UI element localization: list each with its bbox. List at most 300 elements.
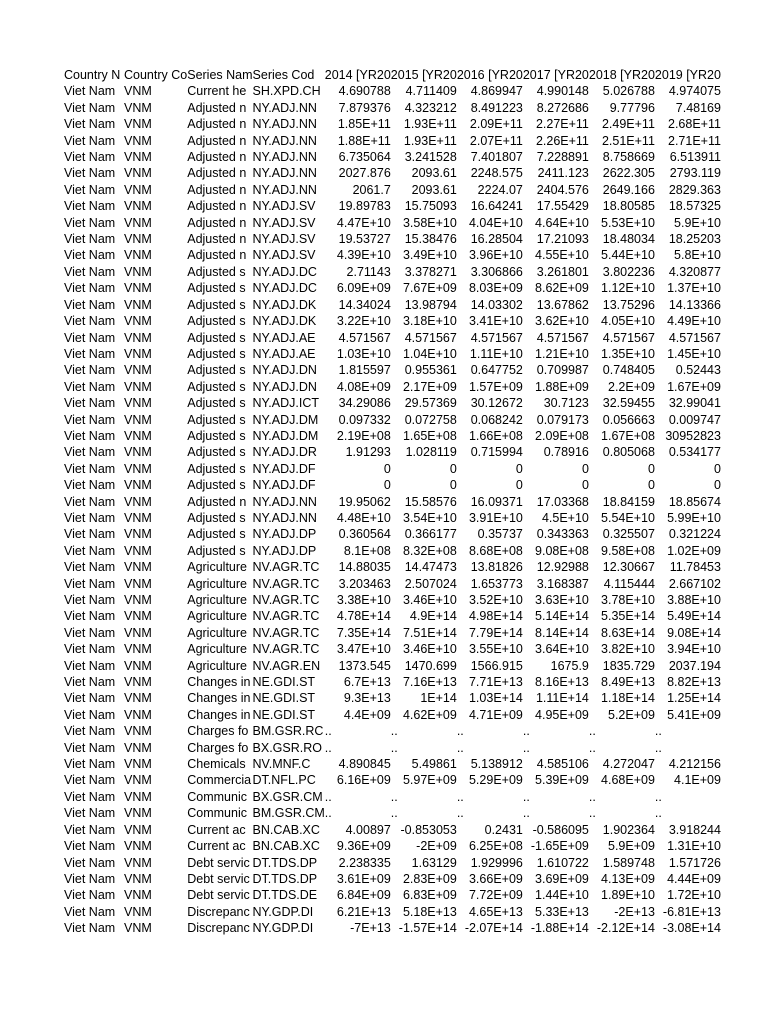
table-cell[interactable]: 3.63E+10 bbox=[535, 593, 589, 607]
table-cell[interactable]: 30.12672 bbox=[470, 396, 523, 411]
table-cell[interactable]: NV.AGR.TC bbox=[252, 609, 320, 624]
table-cell[interactable]: 19.95062 bbox=[338, 494, 391, 509]
table-cell[interactable]: 2.2E+09 bbox=[608, 379, 655, 394]
table-cell[interactable]: VNM bbox=[124, 839, 152, 854]
table-cell[interactable]: 4.272047 bbox=[602, 757, 655, 772]
table-cell[interactable]: 5.14E+14 bbox=[535, 609, 589, 624]
table-cell[interactable]: Adjusted n bbox=[187, 133, 247, 148]
table-cell[interactable]: VNM bbox=[124, 904, 152, 919]
table-cell[interactable]: 0 bbox=[647, 478, 655, 493]
table-cell[interactable]: 4.115444 bbox=[603, 576, 655, 591]
table-cell[interactable]: VNM bbox=[124, 773, 152, 788]
table-cell[interactable]: 3.261801 bbox=[536, 264, 589, 279]
table-cell[interactable]: 4.9E+14 bbox=[409, 609, 457, 624]
table-cell[interactable]: Viet Nam bbox=[64, 117, 116, 132]
table-cell[interactable]: NY.ADJ.AE bbox=[252, 330, 316, 345]
table-cell[interactable]: Adjusted n bbox=[187, 199, 247, 214]
table-cell[interactable]: 3.168387 bbox=[536, 576, 589, 591]
table-cell[interactable]: -2E+09 bbox=[416, 839, 457, 854]
table-cell[interactable]: 1.57E+09 bbox=[468, 379, 523, 394]
table-cell[interactable]: 1.653773 bbox=[470, 576, 523, 591]
table-cell[interactable]: 14.88035 bbox=[338, 560, 391, 575]
column-header[interactable]: Series Cod bbox=[252, 68, 315, 82]
table-cell[interactable]: 3.52E+10 bbox=[468, 593, 523, 607]
table-cell[interactable]: Current ac bbox=[187, 822, 246, 837]
table-cell[interactable]: Adjusted s bbox=[187, 461, 246, 476]
table-cell[interactable]: 2404.576 bbox=[536, 182, 589, 197]
table-cell[interactable]: VNM bbox=[124, 412, 152, 427]
table-cell[interactable]: 4.585106 bbox=[536, 757, 589, 772]
table-cell[interactable]: Viet Nam bbox=[64, 593, 116, 607]
table-cell[interactable]: 18.80585 bbox=[602, 199, 655, 214]
table-cell[interactable]: 7.228891 bbox=[536, 150, 589, 165]
table-cell[interactable]: 8.32E+08 bbox=[402, 543, 457, 558]
table-cell[interactable]: 2.68E+11 bbox=[668, 117, 721, 132]
column-header[interactable]: Series Nam bbox=[187, 68, 253, 82]
table-cell[interactable]: 2622.305 bbox=[602, 166, 655, 181]
table-cell[interactable]: BX.GSR.CM bbox=[252, 789, 323, 804]
table-cell[interactable]: Viet Nam bbox=[64, 806, 116, 821]
table-cell[interactable]: 1.67E+09 bbox=[667, 379, 721, 394]
table-cell[interactable]: NY.ADJ.AE bbox=[252, 346, 316, 361]
table-cell[interactable]: 1.571726 bbox=[668, 855, 721, 870]
table-cell[interactable]: VNM bbox=[124, 428, 152, 443]
table-cell[interactable]: 4.690788 bbox=[338, 84, 391, 99]
table-cell[interactable]: -3.08E+14 bbox=[662, 921, 721, 936]
table-cell[interactable]: VNM bbox=[124, 921, 152, 936]
table-cell[interactable]: 3.46E+10 bbox=[402, 593, 457, 607]
table-cell[interactable]: 4.47E+10 bbox=[336, 215, 391, 230]
table-cell[interactable]: Viet Nam bbox=[64, 297, 116, 312]
table-cell[interactable]: 1.85E+11 bbox=[337, 117, 391, 132]
table-cell[interactable]: Agriculture bbox=[187, 609, 247, 624]
table-cell[interactable]: 15.75093 bbox=[404, 199, 457, 214]
table-cell[interactable]: Viet Nam bbox=[64, 609, 116, 624]
table-cell[interactable]: Charges fo bbox=[187, 724, 249, 739]
table-cell[interactable]: 3.54E+10 bbox=[402, 510, 457, 525]
table-cell[interactable]: 0 bbox=[647, 461, 655, 476]
table-cell[interactable]: Adjusted n bbox=[187, 215, 247, 230]
table-cell[interactable]: 4.323212 bbox=[404, 100, 457, 115]
table-cell[interactable]: 6.25E+08 bbox=[468, 839, 523, 854]
table-cell[interactable]: 1.67E+08 bbox=[601, 428, 655, 443]
table-cell[interactable]: 5.2E+09 bbox=[608, 707, 655, 722]
table-cell[interactable]: 5.8E+10 bbox=[674, 248, 721, 263]
table-cell[interactable]: 4.212156 bbox=[668, 757, 721, 772]
table-cell[interactable]: VNM bbox=[124, 888, 152, 903]
table-cell[interactable]: NY.GDP.DI bbox=[252, 904, 314, 919]
table-cell[interactable]: 1E+14 bbox=[420, 691, 457, 706]
table-cell[interactable]: 4.64E+10 bbox=[535, 215, 589, 230]
table-cell[interactable]: 1.12E+10 bbox=[601, 281, 655, 296]
table-cell[interactable]: Viet Nam bbox=[64, 625, 116, 640]
table-cell[interactable]: 4.869947 bbox=[470, 84, 523, 99]
table-cell[interactable]: 12.92988 bbox=[536, 560, 589, 575]
table-cell[interactable]: Viet Nam bbox=[64, 248, 116, 263]
table-cell[interactable]: Adjusted n bbox=[187, 150, 247, 165]
table-cell[interactable]: 2829.363 bbox=[668, 182, 721, 197]
table-cell[interactable]: 0 bbox=[581, 478, 589, 493]
column-header[interactable]: 2018 [YR20 bbox=[588, 68, 655, 82]
table-cell[interactable]: 1.88E+11 bbox=[337, 133, 391, 148]
table-cell[interactable]: 19.89783 bbox=[338, 199, 391, 214]
table-cell[interactable]: 34.29086 bbox=[338, 396, 391, 411]
table-cell[interactable]: 7.51E+14 bbox=[402, 625, 457, 640]
table-cell[interactable]: .. bbox=[522, 789, 530, 804]
table-cell[interactable]: 2793.119 bbox=[669, 166, 721, 181]
table-cell[interactable]: 6.83E+09 bbox=[402, 888, 457, 903]
table-cell[interactable]: Viet Nam bbox=[64, 757, 116, 772]
table-cell[interactable]: 0 bbox=[383, 461, 391, 476]
table-cell[interactable]: Adjusted s bbox=[187, 363, 246, 378]
table-cell[interactable]: 5.53E+10 bbox=[601, 215, 655, 230]
table-cell[interactable]: 29.57369 bbox=[404, 396, 457, 411]
table-cell[interactable]: VNM bbox=[124, 724, 152, 739]
table-cell[interactable]: Adjusted s bbox=[187, 445, 246, 460]
table-cell[interactable]: 18.48034 bbox=[602, 232, 655, 247]
table-cell[interactable]: 2093.61 bbox=[411, 166, 457, 181]
table-cell[interactable]: 2061.7 bbox=[352, 182, 391, 197]
table-cell[interactable]: 1.929996 bbox=[470, 855, 523, 870]
table-cell[interactable]: .. bbox=[456, 740, 464, 755]
table-cell[interactable]: 2649.166 bbox=[602, 182, 655, 197]
table-cell[interactable]: .. bbox=[390, 724, 398, 739]
table-cell[interactable]: VNM bbox=[124, 363, 152, 378]
table-cell[interactable]: Discrepanc bbox=[187, 921, 250, 936]
table-cell[interactable]: 17.03368 bbox=[536, 494, 589, 509]
table-cell[interactable]: Viet Nam bbox=[64, 150, 116, 165]
table-cell[interactable]: 4.571567 bbox=[668, 330, 721, 345]
table-cell[interactable]: 7.879376 bbox=[338, 100, 391, 115]
table-cell[interactable]: Viet Nam bbox=[64, 314, 116, 329]
table-cell[interactable]: VNM bbox=[124, 510, 152, 525]
table-cell[interactable]: NV.AGR.TC bbox=[252, 642, 320, 657]
table-cell[interactable]: NY.ADJ.DF bbox=[252, 461, 316, 476]
table-cell[interactable]: Discrepanc bbox=[187, 904, 250, 919]
table-cell[interactable]: 5.33E+13 bbox=[535, 904, 589, 919]
table-cell[interactable]: Agriculture bbox=[187, 576, 247, 591]
table-cell[interactable]: Viet Nam bbox=[64, 281, 116, 296]
table-cell[interactable]: Viet Nam bbox=[64, 461, 116, 476]
table-cell[interactable]: 5.138912 bbox=[470, 757, 523, 772]
table-cell[interactable]: NY.ADJ.DK bbox=[252, 314, 317, 329]
table-cell[interactable]: 6.09E+09 bbox=[336, 281, 391, 296]
table-cell[interactable]: 1.03E+10 bbox=[336, 346, 391, 361]
table-cell[interactable]: Viet Nam bbox=[64, 658, 116, 673]
table-cell[interactable]: Adjusted n bbox=[187, 494, 247, 509]
table-cell[interactable]: 3.58E+10 bbox=[402, 215, 457, 230]
table-cell[interactable]: VNM bbox=[124, 658, 152, 673]
table-cell[interactable]: 1.31E+10 bbox=[667, 839, 721, 854]
table-cell[interactable]: VNM bbox=[124, 150, 152, 165]
table-cell[interactable]: 4.00897 bbox=[345, 822, 391, 837]
table-cell[interactable]: 8.491223 bbox=[470, 100, 523, 115]
table-cell[interactable]: 4.65E+13 bbox=[468, 904, 523, 919]
table-cell[interactable]: Adjusted n bbox=[187, 248, 247, 263]
table-cell[interactable]: 2.71143 bbox=[346, 264, 391, 279]
table-cell[interactable]: NV.AGR.TC bbox=[252, 593, 320, 607]
table-cell[interactable]: 4.44E+09 bbox=[667, 871, 721, 886]
table-cell[interactable]: .. bbox=[654, 724, 662, 739]
table-cell[interactable]: 4.39E+10 bbox=[336, 248, 391, 263]
table-cell[interactable]: VNM bbox=[124, 576, 152, 591]
table-cell[interactable]: 5.49E+14 bbox=[667, 609, 721, 624]
table-cell[interactable]: .. bbox=[654, 740, 662, 755]
table-cell[interactable]: .. bbox=[456, 789, 464, 804]
table-cell[interactable]: Adjusted n bbox=[187, 166, 247, 181]
table-cell[interactable]: -2.12E+14 bbox=[596, 921, 655, 936]
table-cell[interactable]: 0.709987 bbox=[536, 363, 589, 378]
table-cell[interactable]: 6.7E+13 bbox=[343, 675, 391, 690]
table-cell[interactable]: 0.068242 bbox=[470, 412, 523, 427]
table-cell[interactable]: Viet Nam bbox=[64, 839, 116, 854]
table-cell[interactable]: Viet Nam bbox=[64, 691, 116, 706]
table-cell[interactable]: 1.11E+14 bbox=[535, 691, 589, 706]
table-cell[interactable]: 8.62E+09 bbox=[535, 281, 589, 296]
table-cell[interactable]: 0 bbox=[383, 478, 391, 493]
table-cell[interactable]: 4.71E+09 bbox=[468, 707, 523, 722]
table-cell[interactable]: -1.65E+09 bbox=[530, 839, 589, 854]
table-cell[interactable]: NV.AGR.EN bbox=[252, 658, 321, 673]
table-cell[interactable]: VNM bbox=[124, 396, 152, 411]
table-cell[interactable]: 1.04E+10 bbox=[402, 346, 457, 361]
table-cell[interactable]: VNM bbox=[124, 757, 152, 772]
table-cell[interactable]: .. bbox=[522, 724, 530, 739]
table-cell[interactable]: 0.715994 bbox=[470, 445, 523, 460]
table-cell[interactable]: 3.18E+10 bbox=[402, 314, 457, 329]
table-cell[interactable]: Communic bbox=[187, 806, 247, 821]
table-cell[interactable]: 1.815597 bbox=[338, 363, 391, 378]
table-cell[interactable]: 5.35E+14 bbox=[601, 609, 655, 624]
column-header[interactable]: 2015 [YR20 bbox=[390, 68, 457, 82]
table-cell[interactable]: 1.18E+14 bbox=[601, 691, 655, 706]
column-header[interactable]: 2014 [YR20 bbox=[324, 68, 391, 82]
table-cell[interactable]: 32.99041 bbox=[668, 396, 721, 411]
table-cell[interactable]: NY.ADJ.SV bbox=[252, 199, 316, 214]
table-cell[interactable]: 1.93E+11 bbox=[403, 117, 457, 132]
table-cell[interactable]: 3.47E+10 bbox=[336, 642, 391, 657]
table-cell[interactable]: 1.03E+14 bbox=[468, 691, 523, 706]
table-cell[interactable]: 4.13E+09 bbox=[601, 871, 655, 886]
table-cell[interactable]: 4.98E+14 bbox=[468, 609, 523, 624]
table-cell[interactable]: .. bbox=[324, 806, 332, 821]
table-cell[interactable]: 13.67862 bbox=[536, 297, 589, 312]
table-cell[interactable]: NY.ADJ.DM bbox=[252, 412, 319, 427]
table-cell[interactable]: 3.306866 bbox=[470, 264, 523, 279]
table-cell[interactable]: DT.TDS.DE bbox=[252, 888, 318, 903]
table-cell[interactable]: 4.571567 bbox=[404, 330, 457, 345]
table-cell[interactable]: NY.ADJ.DP bbox=[252, 527, 317, 542]
table-cell[interactable]: 8.03E+09 bbox=[468, 281, 523, 296]
table-cell[interactable]: Viet Nam bbox=[64, 363, 116, 378]
table-cell[interactable]: 0 bbox=[449, 461, 457, 476]
table-cell[interactable]: Viet Nam bbox=[64, 330, 116, 345]
table-cell[interactable]: 2.49E+11 bbox=[601, 117, 655, 132]
table-cell[interactable]: Charges fo bbox=[187, 740, 249, 755]
table-cell[interactable]: 2.26E+11 bbox=[535, 133, 589, 148]
table-cell[interactable]: 6.513911 bbox=[669, 150, 721, 165]
table-cell[interactable]: .. bbox=[456, 806, 464, 821]
table-cell[interactable]: 1.63129 bbox=[411, 855, 457, 870]
table-cell[interactable]: Viet Nam bbox=[64, 412, 116, 427]
table-cell[interactable]: 0.366177 bbox=[404, 527, 457, 542]
table-cell[interactable]: Agriculture bbox=[187, 560, 247, 575]
table-cell[interactable]: -0.586095 bbox=[532, 822, 589, 837]
table-cell[interactable]: 3.69E+09 bbox=[535, 871, 589, 886]
table-cell[interactable]: Adjusted s bbox=[187, 379, 246, 394]
table-cell[interactable]: Adjusted s bbox=[187, 297, 246, 312]
table-cell[interactable]: Adjusted s bbox=[187, 264, 246, 279]
table-cell[interactable]: NY.ADJ.NN bbox=[252, 117, 317, 132]
table-cell[interactable]: Viet Nam bbox=[64, 888, 116, 903]
table-cell[interactable]: -2.07E+14 bbox=[464, 921, 523, 936]
table-cell[interactable]: -6.81E+13 bbox=[662, 904, 721, 919]
table-cell[interactable]: 6.16E+09 bbox=[336, 773, 391, 788]
table-cell[interactable]: .. bbox=[522, 740, 530, 755]
table-cell[interactable]: 4.4E+09 bbox=[343, 707, 391, 722]
table-cell[interactable]: Viet Nam bbox=[64, 232, 116, 247]
table-cell[interactable]: 1.610722 bbox=[536, 855, 589, 870]
table-cell[interactable]: .. bbox=[390, 789, 398, 804]
table-cell[interactable]: BM.GSR.CM bbox=[252, 806, 325, 821]
table-cell[interactable]: VNM bbox=[124, 314, 152, 329]
table-cell[interactable]: .. bbox=[654, 789, 662, 804]
table-cell[interactable]: Changes in bbox=[187, 691, 251, 706]
table-cell[interactable]: 5.49861 bbox=[411, 757, 457, 772]
table-cell[interactable]: Adjusted n bbox=[187, 117, 247, 132]
table-cell[interactable]: 1.66E+08 bbox=[468, 428, 523, 443]
table-cell[interactable]: 7.71E+13 bbox=[468, 675, 523, 690]
table-cell[interactable]: VNM bbox=[124, 100, 152, 115]
table-cell[interactable]: Viet Nam bbox=[64, 379, 116, 394]
table-cell[interactable]: Viet Nam bbox=[64, 773, 116, 788]
table-cell[interactable]: 0.534177 bbox=[668, 445, 721, 460]
table-cell[interactable]: VNM bbox=[124, 215, 152, 230]
table-cell[interactable]: Agriculture bbox=[187, 593, 247, 607]
table-cell[interactable]: NY.ADJ.SV bbox=[252, 232, 316, 247]
table-cell[interactable]: Viet Nam bbox=[64, 84, 116, 99]
table-cell[interactable]: .. bbox=[324, 724, 332, 739]
table-cell[interactable]: 1470.699 bbox=[404, 658, 457, 673]
table-cell[interactable]: 4.320877 bbox=[668, 264, 721, 279]
table-cell[interactable]: NE.GDI.ST bbox=[252, 675, 316, 690]
table-cell[interactable]: Current ac bbox=[187, 839, 246, 854]
table-cell[interactable]: 2037.194 bbox=[668, 658, 721, 673]
table-cell[interactable]: Viet Nam bbox=[64, 789, 116, 804]
table-cell[interactable]: NE.GDI.ST bbox=[252, 707, 316, 722]
table-cell[interactable]: 1.44E+10 bbox=[535, 888, 589, 903]
table-cell[interactable]: Viet Nam bbox=[64, 560, 116, 575]
table-cell[interactable]: 2.71E+11 bbox=[668, 133, 721, 148]
table-cell[interactable]: Agriculture bbox=[187, 658, 247, 673]
table-cell[interactable]: Debt servic bbox=[187, 888, 250, 903]
table-cell[interactable]: 0.009747 bbox=[668, 412, 721, 427]
table-cell[interactable]: VNM bbox=[124, 740, 152, 755]
table-cell[interactable]: BN.CAB.XC bbox=[252, 822, 320, 837]
table-cell[interactable]: VNM bbox=[124, 346, 152, 361]
table-cell[interactable]: 8.63E+14 bbox=[601, 625, 655, 640]
table-cell[interactable]: 9.36E+09 bbox=[336, 839, 391, 854]
table-cell[interactable]: 3.82E+10 bbox=[601, 642, 655, 657]
table-cell[interactable]: Viet Nam bbox=[64, 855, 116, 870]
table-cell[interactable]: VNM bbox=[124, 642, 152, 657]
table-cell[interactable]: 5.99E+10 bbox=[667, 510, 721, 525]
table-cell[interactable]: 0.35737 bbox=[477, 527, 523, 542]
table-cell[interactable]: 30952823 bbox=[665, 428, 721, 443]
table-cell[interactable]: 16.09371 bbox=[470, 494, 523, 509]
table-cell[interactable]: 9.08E+08 bbox=[535, 543, 589, 558]
table-cell[interactable]: 17.21093 bbox=[536, 232, 589, 247]
table-cell[interactable]: Adjusted s bbox=[187, 281, 246, 296]
table-cell[interactable]: -0.853053 bbox=[400, 822, 457, 837]
table-cell[interactable]: NY.ADJ.DC bbox=[252, 264, 317, 279]
table-cell[interactable]: NY.ADJ.NN bbox=[252, 494, 317, 509]
table-cell[interactable]: 5.9E+10 bbox=[674, 215, 721, 230]
table-cell[interactable]: VNM bbox=[124, 445, 152, 460]
table-cell[interactable]: 15.38476 bbox=[404, 232, 457, 247]
table-cell[interactable]: 4.68E+09 bbox=[601, 773, 655, 788]
table-cell[interactable]: 4.08E+09 bbox=[336, 379, 391, 394]
table-cell[interactable]: NY.ADJ.ICT bbox=[252, 396, 319, 411]
table-cell[interactable]: VNM bbox=[124, 248, 152, 263]
table-cell[interactable]: Viet Nam bbox=[64, 478, 116, 493]
column-header[interactable]: Country N bbox=[64, 68, 121, 82]
column-header[interactable]: 2017 [YR20 bbox=[522, 68, 589, 82]
table-cell[interactable]: 5.54E+10 bbox=[601, 510, 655, 525]
table-cell[interactable]: Adjusted s bbox=[187, 543, 246, 558]
table-cell[interactable]: BN.CAB.XC bbox=[252, 839, 320, 854]
table-cell[interactable]: 15.58576 bbox=[404, 494, 457, 509]
table-cell[interactable]: 1.88E+09 bbox=[535, 379, 589, 394]
table-cell[interactable]: .. bbox=[324, 740, 332, 755]
table-cell[interactable]: Viet Nam bbox=[64, 871, 116, 886]
table-cell[interactable]: 1.89E+10 bbox=[601, 888, 655, 903]
table-cell[interactable]: Viet Nam bbox=[64, 740, 116, 755]
table-cell[interactable]: 4.95E+09 bbox=[535, 707, 589, 722]
table-cell[interactable]: 4.49E+10 bbox=[667, 314, 721, 329]
table-cell[interactable]: VNM bbox=[124, 133, 152, 148]
table-cell[interactable]: Agriculture bbox=[187, 642, 247, 657]
table-cell[interactable]: NY.GDP.DI bbox=[252, 921, 314, 936]
table-cell[interactable]: 2.17E+09 bbox=[402, 379, 457, 394]
table-cell[interactable]: Viet Nam bbox=[64, 445, 116, 460]
table-cell[interactable]: 7.72E+09 bbox=[468, 888, 523, 903]
table-cell[interactable]: NY.ADJ.DC bbox=[252, 281, 317, 296]
table-cell[interactable]: 5.44E+10 bbox=[601, 248, 655, 263]
table-cell[interactable]: NE.GDI.ST bbox=[252, 691, 316, 706]
table-cell[interactable]: VNM bbox=[124, 527, 152, 542]
table-cell[interactable]: NY.ADJ.SV bbox=[252, 248, 316, 263]
table-cell[interactable]: 2.07E+11 bbox=[469, 133, 523, 148]
table-cell[interactable]: 4.48E+10 bbox=[336, 510, 391, 525]
table-cell[interactable]: 3.203463 bbox=[338, 576, 391, 591]
table-cell[interactable]: 0 bbox=[449, 478, 457, 493]
table-cell[interactable]: 9.58E+08 bbox=[601, 543, 655, 558]
table-cell[interactable]: 8.49E+13 bbox=[601, 675, 655, 690]
table-cell[interactable]: VNM bbox=[124, 609, 152, 624]
table-cell[interactable]: 5.18E+13 bbox=[402, 904, 457, 919]
table-cell[interactable]: 4.04E+10 bbox=[468, 215, 523, 230]
table-cell[interactable]: NY.ADJ.DK bbox=[252, 297, 317, 312]
table-cell[interactable]: Viet Nam bbox=[64, 428, 116, 443]
table-cell[interactable]: NY.ADJ.NN bbox=[252, 133, 317, 148]
column-header[interactable]: Country Co bbox=[124, 68, 188, 82]
table-cell[interactable]: 1.65E+08 bbox=[402, 428, 457, 443]
table-cell[interactable]: DT.TDS.DP bbox=[252, 871, 318, 886]
table-cell[interactable]: Adjusted s bbox=[187, 314, 246, 329]
table-cell[interactable]: 0 bbox=[515, 461, 523, 476]
table-cell[interactable]: VNM bbox=[124, 84, 152, 99]
